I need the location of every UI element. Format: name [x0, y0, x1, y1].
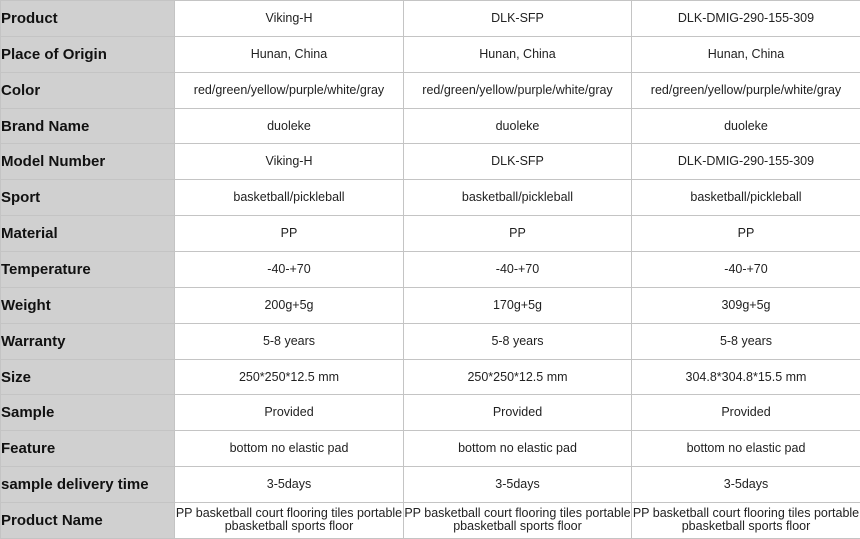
cell-value: DLK-DMIG-290-155-309 [632, 144, 860, 180]
row-label: Temperature [1, 252, 175, 288]
row-label: sample delivery time [1, 467, 175, 503]
table-row [1, 323, 860, 359]
table-row [1, 252, 860, 288]
row-label: Product Name [1, 503, 175, 539]
table-row [1, 431, 860, 467]
cell-value: Viking-H [175, 144, 404, 180]
cell-value: Hunan, China [404, 36, 632, 72]
table-row [1, 503, 860, 539]
cell-value: 5-8 years [404, 323, 632, 359]
cell-value: Provided [175, 395, 404, 431]
cell-value: DLK-SFP [404, 1, 632, 37]
cell-value: basketball/pickleball [175, 180, 404, 216]
row-label: Product [1, 1, 175, 37]
row-label: Material [1, 216, 175, 252]
cell-value: PP [632, 216, 860, 252]
cell-value: -40-+70 [404, 252, 632, 288]
row-label: Feature [1, 431, 175, 467]
cell-value: duoleke [175, 108, 404, 144]
cell-value: red/green/yellow/purple/white/gray [175, 72, 404, 108]
cell-value: 3-5days [632, 467, 860, 503]
cell-value: 3-5days [404, 467, 632, 503]
row-label: Size [1, 359, 175, 395]
cell-value: red/green/yellow/purple/white/gray [632, 72, 860, 108]
cell-value: -40-+70 [632, 252, 860, 288]
cell-value: Hunan, China [632, 36, 860, 72]
cell-value: 170g+5g [404, 287, 632, 323]
cell-value: 5-8 years [175, 323, 404, 359]
cell-value: 309g+5g [632, 287, 860, 323]
cell-value: 304.8*304.8*15.5 mm [632, 359, 860, 395]
cell-value: duoleke [632, 108, 860, 144]
cell-value: Viking-H [175, 1, 404, 37]
cell-value: bottom no elastic pad [632, 431, 860, 467]
cell-value: PP basketball court flooring tiles portable pbasketball sports floor [632, 503, 860, 539]
table-row [1, 144, 860, 180]
row-label: Color [1, 72, 175, 108]
row-label: Warranty [1, 323, 175, 359]
cell-value: PP [404, 216, 632, 252]
table-row [1, 467, 860, 503]
cell-value: DLK-SFP [404, 144, 632, 180]
cell-value: red/green/yellow/purple/white/gray [404, 72, 632, 108]
cell-value: 200g+5g [175, 287, 404, 323]
table-row [1, 287, 860, 323]
cell-value: Hunan, China [175, 36, 404, 72]
table-row [1, 180, 860, 216]
cell-value: PP basketball court flooring tiles portable pbasketball sports floor [175, 503, 404, 539]
row-label: Sample [1, 395, 175, 431]
row-label: Place of Origin [1, 36, 175, 72]
cell-value: 250*250*12.5 mm [175, 359, 404, 395]
cell-value: duoleke [404, 108, 632, 144]
table-row [1, 36, 860, 72]
row-label: Sport [1, 180, 175, 216]
cell-value: basketball/pickleball [632, 180, 860, 216]
cell-value: 3-5days [175, 467, 404, 503]
cell-value: DLK-DMIG-290-155-309 [632, 1, 860, 37]
cell-value: Provided [404, 395, 632, 431]
table-row [1, 1, 860, 37]
cell-value: bottom no elastic pad [404, 431, 632, 467]
row-label: Weight [1, 287, 175, 323]
table-row [1, 72, 860, 108]
row-label: Model Number [1, 144, 175, 180]
table-row [1, 395, 860, 431]
cell-value: Provided [632, 395, 860, 431]
cell-value: PP [175, 216, 404, 252]
cell-value: PP basketball court flooring tiles portable pbasketball sports floor [404, 503, 632, 539]
cell-value: -40-+70 [175, 252, 404, 288]
cell-value: bottom no elastic pad [175, 431, 404, 467]
cell-value: basketball/pickleball [404, 180, 632, 216]
table-row [1, 108, 860, 144]
table-row [1, 216, 860, 252]
cell-value: 250*250*12.5 mm [404, 359, 632, 395]
table-row [1, 359, 860, 395]
cell-value: 5-8 years [632, 323, 860, 359]
row-label: Brand Name [1, 108, 175, 144]
